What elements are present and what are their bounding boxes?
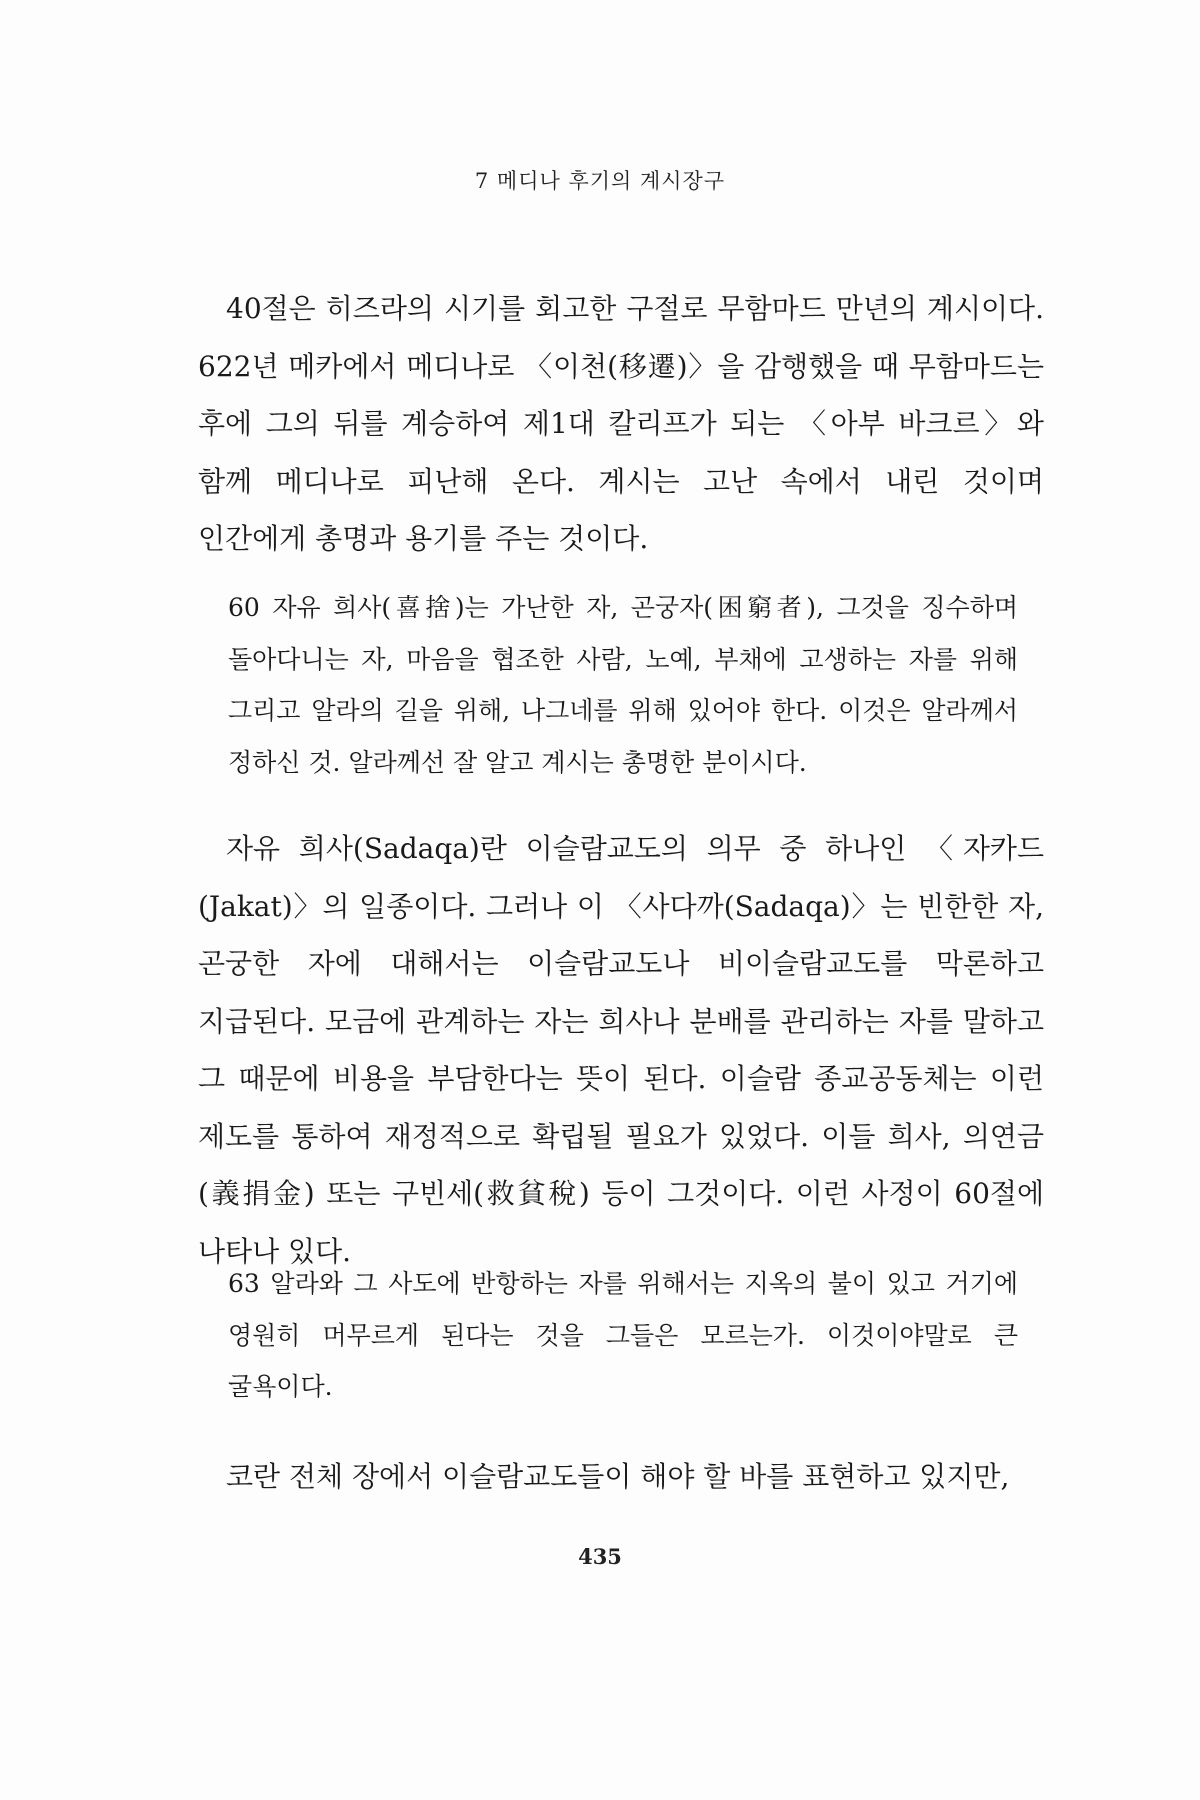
verse-63: 63 알라와 그 사도에 반항하는 자를 위해서는 지옥의 불이 있고 거기에 영원히 머무르게 된다는 것을 그들은 모르는가. 이것이야말로 큰 굴욕이다. xyxy=(228,1269,1018,1401)
commentary-paragraph-2 xyxy=(198,820,1044,1280)
paragraph-text: 40절은 히즈라의 시기를 회고한 구절로 무함마드 만년의 계시이다. 622년 메카에서 메디나로 〈이천(移遷)〉을 감행했을 때 무함마드는 후에 그의 뒤를 계승하여 제1대 칼리프가 되는 〈아부 바크르〉와 함께 메디나로 피난해 온다. 계시는 고난 속에서 내린 것이며 인간에게 총명과 용기를 주는 것이다. xyxy=(198,292,1044,555)
commentary-paragraph-3 xyxy=(198,1448,1044,1506)
paragraph-text: 코란 전체 장에서 이슬람교도들이 해야 할 바를 표현하고 있지만, xyxy=(226,1460,1010,1493)
page-number: 435 xyxy=(578,1544,622,1569)
running-head: 7 메디나 후기의 계시장구 xyxy=(474,169,726,193)
verse-60: 60 자유 희사(喜捨)는 가난한 자, 곤궁자(困窮者), 그것을 징수하며 돌아다니는 자, 마음을 협조한 사람, 노예, 부채에 고생하는 자를 위해 그리고 알라의 길을 위해, 나그네를 위해 있어야 한다. 이것은 알라께서 정하신 것. 알라께선 잘 알고 계시는 총명한 분이시다. xyxy=(228,593,1018,777)
commentary-paragraph-1 xyxy=(198,280,1044,568)
paragraph-text: 자유 희사(Sadaqa)란 이슬람교도의 의무 중 하나인 〈자카드(Jakat)〉의 일종이다. 그러나 이 〈사다까(Sadaqa)〉는 빈한한 자, 곤궁한 자에 대해서는 이슬람교도나 비이슬람교도를 막론하고 지급된다. 모금에 관계하는 자는 희사나 분배를 관리하는 자를 말하고 그 때문에 비용을 부담한다는 뜻이 된다. 이슬람 종교공동체는 이런 제도를 통하여 재정적으로 확립될 필요가 있었다. 이들 희사, 의연금(義捐金) 또는 구빈세(救貧稅) 등이 그것이다. 이런 사정이 60절에 나타나 있다. xyxy=(198,832,1044,1268)
